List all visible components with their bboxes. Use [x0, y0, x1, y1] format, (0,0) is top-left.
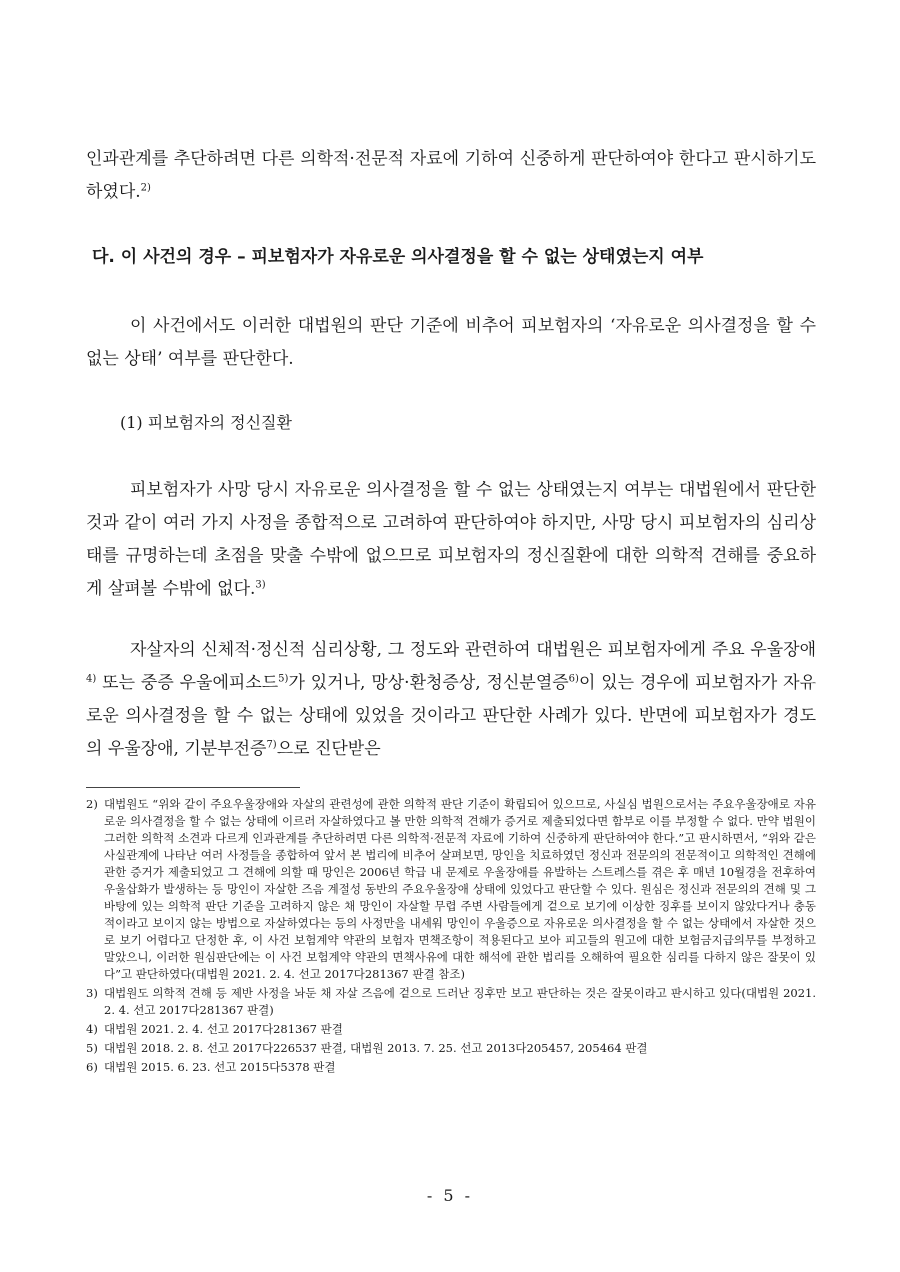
footnote-item [86, 1059, 816, 1076]
footnote-ref[interactable]: 3) [255, 579, 266, 591]
footnote-item [86, 1021, 816, 1038]
paragraph-text: 자살자의 신체적·정신적 심리상황, 그 정도와 관련하여 대법원은 피보험자에게 주요 우울장애 [130, 640, 816, 660]
paragraph-precedents [86, 634, 816, 766]
footnote-item [86, 1040, 816, 1057]
paragraph-text: 으로 진단받은 [276, 739, 381, 759]
paragraph-intro: 이 사건에서도 이러한 대법원의 판단 기준에 비추어 피보험자의 ‘자유로운 의사결정을 할 수 없는 상태’ 여부를 판단한다. [86, 316, 816, 369]
paragraph-text: 또는 중증 우울에피소드 [96, 673, 279, 693]
footnote-text: 대법원 2021. 2. 4. 선고 2017다281367 판결 [104, 1022, 343, 1036]
footnote-number: 4) [86, 1022, 98, 1036]
footnote-ref[interactable]: 7) [266, 739, 277, 751]
footnote-text: 대법원도 의학적 견해 등 제반 사정을 놔둔 채 자살 즈음에 겉으로 드러난 징후만 보고 판단하는 것은 잘못이라고 판시하고 있다(대법원 2021. 2. 4. 선고 2017다281367 판결) [104, 986, 816, 1017]
footnote-separator [86, 787, 300, 788]
footnote-number: 3) [86, 986, 98, 1000]
footnote-text: 대법원 2015. 6. 23. 선고 2015다5378 판결 [104, 1060, 336, 1074]
footnote-ref[interactable]: 6) [568, 673, 579, 685]
subsection-heading: (1) 피보험자의 정신질환 [120, 413, 292, 432]
paragraph-text: 피보험자가 사망 당시 자유로운 의사결정을 할 수 없는 상태였는지 여부는 대법원에서 판단한 것과 같이 여러 가지 사정을 종합적으로 고려하여 판단하여야 하지만, 사망 당시 피보험자의 심리상태를 규명하는데 초점을 맞출 수밖에 없으므로 피보험자의 정신질환에 대한 의학적 견해를 중요하게 살펴볼 수밖에 없다. [86, 480, 816, 599]
paragraph-text: 이 있는 경우에 피보험자가 자유로운 의사결정을 할 수 없는 상태에 있었을 것이라고 판단한 사례가 있다. 반면에 피보험자가 경도의 우울장애, 기분부전증 [86, 673, 816, 759]
footnote-ref[interactable]: 4) [86, 673, 97, 685]
section-heading: 다. 이 사건의 경우 – 피보험자가 자유로운 의사결정을 할 수 없는 상태였는지 여부 [92, 247, 704, 267]
footnote-ref[interactable]: 5) [278, 673, 289, 685]
page-number: - 5 - [426, 1186, 474, 1205]
paragraph-mental-illness [86, 474, 816, 606]
footnote-number: 6) [86, 1060, 98, 1074]
footnote-item [86, 796, 816, 983]
paragraph-text: 가 있거나, 망상·환청증상, 정신분열증 [288, 673, 569, 693]
paragraph-continuation [86, 143, 816, 209]
paragraph-text: 인과관계를 추단하려면 다른 의학적·전문적 자료에 기하여 신중하게 판단하여야 한다고 판시하기도 하였다. [86, 149, 816, 202]
footnote-text: 대법원도 “위와 같이 주요우울장애와 자살의 관련성에 관한 의학적 판단 기준이 확립되어 있으므로, 사실심 법원으로서는 주요우울장애로 자유로운 의사결정을 할 수 없는 상태에 이르러 자살하였다고 볼 만한 의학적 견해가 증거로 제출되었다면 함부로 이를 부정할 수 없다. 만약 법원이 그러한 의학적 소견과 다르게 인과관계를 추단하려면 다른 의학적·전문적 자료에 기하여 신중하게 판단하여야 한다.”고 판시하면서, “위와 같은 사실관계에 나타난 여러 사정들을 종합하여 앞서 본 법리에 비추어 살펴보면, 망인을 치료하였던 정신과 전문의의 전문적이고 의학적인 견해에 관한 증거가 제출되었고 그 견해에 의할 때 망인은 2006년 학급 내 문제로 우울장애를 유발하는 스트레스를 겪은 후 매년 10월경을 전후하여 우울삽화가 발생하는 등 망인이 자살한 즈음 계절성 동반의 주요우울장애 상태에 있었다고 판단할 수 있다. 원심은 정신과 전문의의 견해 및 그 바탕에 있는 의학적 판단 기준을 고려하지 않은 채 망인이 자살할 무렵 주변 사람들에게 겉으로 보기에 이상한 징후를 보이지 않았다거나 충동적이라고 보이지 않는 방법으로 자살하였다는 등의 사정만을 내세워 망인이 우울증으로 자유로운 의사결정을 할 수 없는 상태에서 자살한 것으로 보기 어렵다고 단정한 후, 이 사건 보험계약 약관의 보험자 면책조항이 적용된다고 보아 피고들의 원고에 대한 보험금지급의무를 부정하고 말았으니, 이러한 원심판단에는 이 사건 보험계약 약관의 면책사유에 대한 해석에 관한 법리를 오해하여 필요한 심리를 다하지 않은 잘못이 있다”고 판단하였다(대법원 2021. 2. 4. 선고 2017다281367 판결 참조) [104, 797, 816, 981]
footnote-item [86, 985, 816, 1019]
footnote-number: 5) [86, 1041, 98, 1055]
footnote-ref[interactable]: 2) [140, 182, 151, 194]
footnote-text: 대법원 2018. 2. 8. 선고 2017다226537 판결, 대법원 2013. 7. 25. 선고 2013다205457, 205464 판결 [104, 1041, 648, 1055]
footnote-number: 2) [86, 797, 98, 811]
footnotes [86, 796, 816, 1078]
